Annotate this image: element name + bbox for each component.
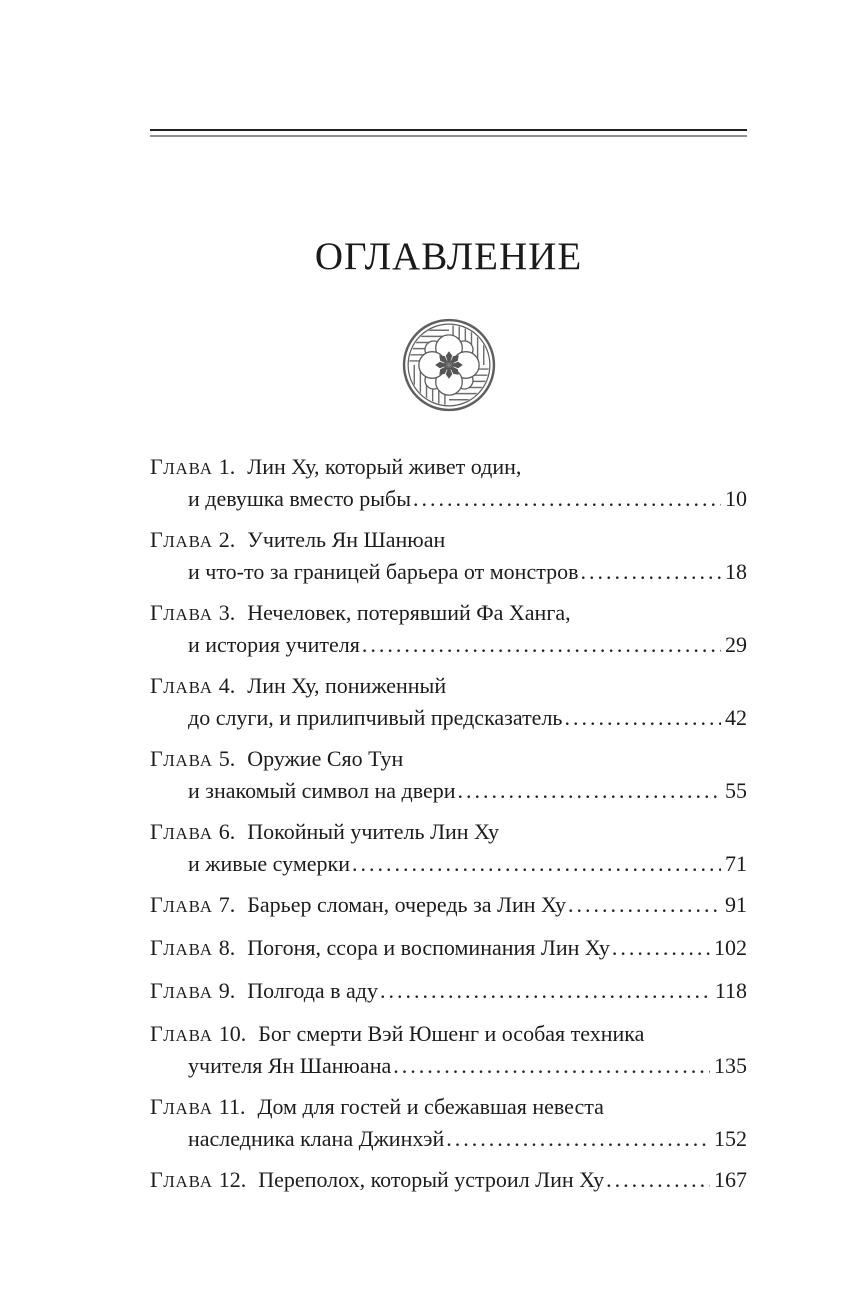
page-number: 102	[714, 935, 747, 960]
dot-leader	[568, 890, 721, 920]
chapter-word: ГЛАВА	[150, 1021, 213, 1046]
dot-leader	[606, 1165, 710, 1195]
toc-entry	[150, 744, 747, 806]
ornament-container	[150, 318, 747, 417]
toc-entry-line-first	[150, 1019, 747, 1051]
dot-leader	[362, 630, 721, 660]
dot-leader	[458, 776, 721, 806]
chapter-title-text: Барьер сломан, очередь за Лин Ху	[247, 892, 566, 917]
toc-entry-line-cont	[150, 849, 747, 879]
toc-entry-line-first	[150, 817, 747, 849]
chapter-title-text: Лин Ху, который живет один,	[247, 454, 522, 479]
chapter-number: 5.	[218, 746, 236, 771]
chapter-number: 8.	[218, 935, 236, 960]
toc-entry-line-first	[150, 525, 747, 557]
chapter-word: ГЛАВА	[150, 892, 213, 917]
chapter-title-text: Учитель Ян Шанюан	[247, 527, 446, 552]
rosette-ornament-icon	[402, 318, 496, 412]
toc-entry-line-cont	[150, 703, 747, 733]
chapter-word: ГЛАВА	[150, 1094, 213, 1119]
page-number: 42	[725, 705, 747, 730]
toc-entry	[150, 1019, 747, 1081]
chapter-title-text: Покойный учитель Лин Ху	[247, 819, 499, 844]
chapter-title-text: Переполох, который устроил Лин Ху	[258, 1167, 605, 1192]
toc-entry	[150, 976, 747, 1008]
toc-entry	[150, 1092, 747, 1154]
chapter-number: 10.	[218, 1021, 247, 1046]
chapter-word: ГЛАВА	[150, 978, 213, 1003]
chapter-title-text: учителя Ян Шанюана	[188, 1053, 392, 1078]
chapter-word: ГЛАВА	[150, 819, 213, 844]
toc-entry	[150, 452, 747, 514]
chapter-title-text: и что-то за границей барьера от монстров	[188, 559, 579, 584]
chapter-number: 2.	[218, 527, 236, 552]
chapter-number: 3.	[218, 600, 236, 625]
toc-list	[150, 452, 747, 1208]
dot-leader	[352, 849, 721, 879]
page-number: 18	[725, 559, 747, 584]
toc-entry-line-cont	[150, 630, 747, 660]
toc-entry	[150, 1165, 747, 1197]
toc-entry-line-first	[150, 744, 747, 776]
dot-leader	[446, 1124, 710, 1154]
page-number: 135	[714, 1053, 747, 1078]
chapter-word: ГЛАВА	[150, 1167, 213, 1192]
toc-entry-line-first	[150, 452, 747, 484]
dot-leader	[564, 703, 721, 733]
top-double-rule	[150, 129, 747, 137]
chapter-title-text: Лин Ху, пониженный	[247, 673, 447, 698]
chapter-title-text: до слуги, и прилипчивый предсказатель	[188, 705, 563, 730]
page-number: 152	[714, 1126, 747, 1151]
chapter-title-text: Погоня, ссора и воспоминания Лин Ху	[247, 935, 610, 960]
page-title: ОГЛАВЛЕНИЕ	[314, 235, 583, 278]
toc-entry	[150, 671, 747, 733]
chapter-word: ГЛАВА	[150, 600, 213, 625]
chapter-number: 4.	[218, 673, 236, 698]
chapter-title-text: Дом для гостей и сбежавшая невеста	[257, 1094, 604, 1119]
chapter-number: 11.	[218, 1094, 246, 1119]
chapter-title-text: наследника клана Джинхэй	[188, 1126, 445, 1151]
page-number: 10	[725, 486, 747, 511]
chapter-number: 9.	[218, 978, 236, 1003]
chapter-title-text: и история учителя	[188, 632, 360, 657]
dot-leader	[380, 976, 711, 1006]
toc-entry	[150, 525, 747, 587]
page-number: 118	[714, 978, 747, 1003]
chapter-word: ГЛАВА	[150, 746, 213, 771]
toc-entry	[150, 598, 747, 660]
toc-entry-line-cont	[150, 557, 747, 587]
chapter-number: 1.	[218, 454, 236, 479]
toc-entry-line-cont	[150, 484, 747, 514]
chapter-title-text: Нечеловек, потерявший Фа Ханга,	[247, 600, 571, 625]
toc-entry-line-cont	[150, 1124, 747, 1154]
toc-entry	[150, 817, 747, 879]
dot-leader	[413, 484, 721, 514]
toc-entry	[150, 890, 747, 922]
page-number: 55	[725, 778, 747, 803]
chapter-word: ГЛАВА	[150, 527, 213, 552]
chapter-number: 7.	[218, 892, 236, 917]
chapter-title-text: и знакомый символ на двери	[188, 778, 456, 803]
toc-entry-line-first	[150, 933, 747, 965]
toc-entry-line-first	[150, 976, 747, 1008]
chapter-word: ГЛАВА	[150, 454, 213, 479]
dot-leader	[393, 1051, 710, 1081]
toc-entry-line-cont	[150, 1051, 747, 1081]
chapter-title-text: и живые сумерки	[188, 851, 351, 876]
chapter-word: ГЛАВА	[150, 673, 213, 698]
page-number: 91	[725, 892, 747, 917]
dot-leader	[612, 933, 710, 963]
chapter-title-text: и девушка вместо рыбы	[188, 486, 412, 511]
toc-entry	[150, 933, 747, 965]
chapter-word: ГЛАВА	[150, 935, 213, 960]
page-number: 29	[725, 632, 747, 657]
dot-leader	[581, 557, 722, 587]
toc-entry-line-first	[150, 890, 747, 922]
chapter-title-text: Бог смерти Вэй Юшенг и особая техника	[258, 1021, 645, 1046]
chapter-number: 12.	[218, 1167, 247, 1192]
toc-entry-line-first	[150, 1165, 747, 1197]
chapter-number: 6.	[218, 819, 236, 844]
toc-entry-line-first	[150, 598, 747, 630]
chapter-title-text: Оружие Сяо Тун	[247, 746, 404, 771]
page-number: 167	[714, 1167, 747, 1192]
chapter-title-text: Полгода в аду	[247, 978, 379, 1003]
toc-entry-line-cont	[150, 776, 747, 806]
page-number: 71	[725, 851, 747, 876]
toc-entry-line-first	[150, 671, 747, 703]
toc-entry-line-first	[150, 1092, 747, 1124]
